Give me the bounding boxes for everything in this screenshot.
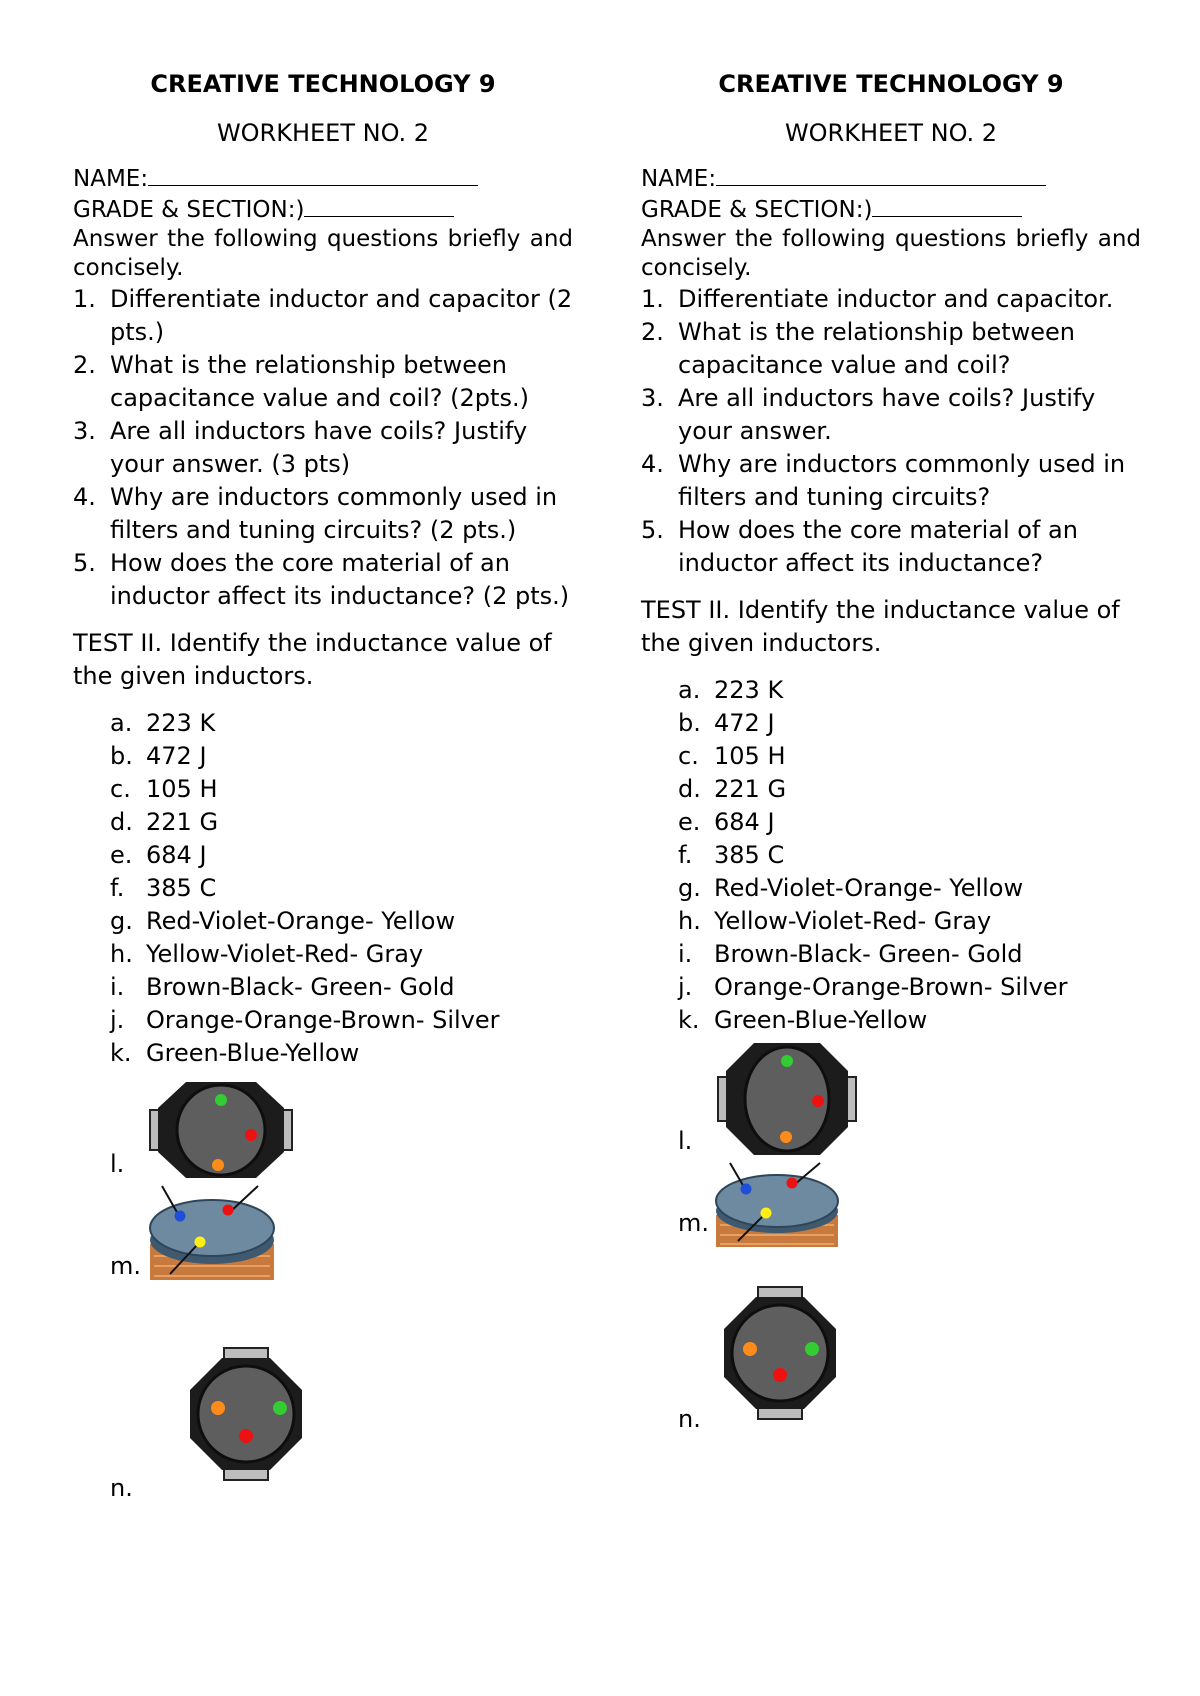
image-item-n [73,1280,573,1510]
question-item [73,481,573,547]
inductor-item [678,674,1141,707]
question-number: 5. [641,516,664,544]
inductor-item [678,905,1141,938]
question-text: What is the relationship between capacitance value and coil? (2pts.) [110,351,529,412]
question-number: 3. [641,384,664,412]
item-label: b. [678,709,701,737]
item-text: 472 J [146,742,207,770]
inductor-item [110,839,573,872]
red-dot [773,1368,787,1382]
test2-heading: TEST II. Identify the inductance value of the given inductors. [641,596,1120,657]
item-text: Yellow-Violet-Red- Gray [146,940,424,968]
item-text: Orange-Orange-Brown- Silver [146,1006,500,1034]
worksheet-number: WORKHEET NO. 2 [216,119,430,147]
image-item-l [73,1070,573,1180]
toroid-coil-inductor-icon [714,1161,842,1247]
green-dot [781,1055,793,1067]
inductor-item [110,971,573,1004]
name-field[interactable] [641,163,1141,194]
question-number: 2. [641,318,664,346]
item-label: c. [678,742,699,770]
question-text: What is the relationship between capacitance value and coil? [678,318,1075,379]
question-item [641,448,1141,514]
item-text: 385 C [714,841,785,869]
item-text: Red-Violet-Orange- Yellow [714,874,1024,902]
worksheet-right [641,70,1141,1439]
red-dot [787,1178,798,1189]
item-label: m. [678,1209,710,1237]
question-text: Why are inductors commonly used in filters and tuning circuits? (2 pts.) [110,483,558,544]
inductor-item [110,905,573,938]
question-text: How does the core material of an inductor affect its inductance? (2 pts.) [110,549,570,610]
blue-dot [741,1184,752,1195]
orange-dot [780,1131,792,1143]
item-text: 684 J [146,841,207,869]
item-label: j. [110,1006,125,1034]
item-text: 223 K [714,676,784,704]
grade-section-blank[interactable] [304,194,454,217]
orange-dot [212,1159,224,1171]
item-label: m. [110,1252,142,1280]
name-field[interactable] [73,163,573,194]
instruction-text: Answer the following questions briefly and concisely. [73,226,573,281]
item-text: 472 J [714,709,775,737]
image-item-l [641,1037,1141,1161]
item-text: Yellow-Violet-Red- Gray [714,907,992,935]
inductor-item-list [678,674,1141,1037]
green-dot [273,1401,287,1415]
item-label: b. [110,742,133,770]
item-text: 223 K [146,709,216,737]
item-text: 105 H [146,775,218,803]
item-label: a. [678,676,701,704]
inductor-item [678,1004,1141,1037]
inductor-item [678,806,1141,839]
orange-dot [743,1342,757,1356]
item-text: 684 J [714,808,775,836]
inductor-item [678,773,1141,806]
item-text: 221 G [146,808,219,836]
image-item-m [73,1180,573,1280]
student-fields [73,163,573,283]
inductor-item [678,938,1141,971]
inductor-item [678,740,1141,773]
grade-section-field[interactable] [73,194,573,225]
octagon-smd-inductor-icon [720,1285,840,1421]
item-label: d. [110,808,133,836]
orange-dot [211,1401,225,1415]
name-blank[interactable] [716,163,1046,186]
question-number: 1. [73,285,96,313]
inductor-item [110,806,573,839]
item-label: n. [110,1474,133,1502]
item-text: Brown-Black- Green- Gold [146,973,455,1001]
question-item [73,547,573,613]
worksheet-left [73,70,573,1510]
item-text: 221 G [714,775,787,803]
item-label: g. [678,874,701,902]
item-text: Brown-Black- Green- Gold [714,940,1023,968]
inductor-item [678,971,1141,1004]
yellow-dot [195,1237,206,1248]
question-number: 1. [641,285,664,313]
question-item [73,283,573,349]
question-number: 2. [73,351,96,379]
name-blank[interactable] [148,163,478,186]
item-text: Orange-Orange-Brown- Silver [714,973,1068,1001]
smd-power-inductor-icon [712,1041,862,1157]
inductor-item [110,872,573,905]
item-label: h. [678,907,701,935]
question-list [641,283,1141,580]
item-label: l. [110,1150,125,1178]
question-text: Why are inductors commonly used in filters and tuning circuits? [678,450,1126,511]
blue-dot [175,1211,186,1222]
item-label: k. [678,1006,700,1034]
item-text: Green-Blue-Yellow [146,1039,360,1067]
question-text: Are all inductors have coils? Justify your answer. (3 pts) [110,417,528,478]
question-number: 4. [73,483,96,511]
item-label: g. [110,907,133,935]
question-number: 5. [73,549,96,577]
red-dot [812,1095,824,1107]
inductor-item [110,740,573,773]
test2-heading: TEST II. Identify the inductance value of the given inductors. [73,629,552,690]
inductor-item [110,707,573,740]
question-text: Differentiate inductor and capacitor. [678,285,1114,313]
inductor-item [678,839,1141,872]
question-text: Are all inductors have coils? Justify your answer. [678,384,1096,445]
item-label: k. [110,1039,132,1067]
item-text: 385 C [146,874,217,902]
item-label: l. [678,1127,693,1155]
item-label: f. [110,874,125,902]
inductor-item [110,938,573,971]
green-dot [215,1094,227,1106]
name-label: NAME: [641,166,717,192]
question-item [73,415,573,481]
question-text: How does the core material of an inductor affect its inductance? [678,516,1078,577]
image-item-m [641,1161,1141,1249]
smd-power-inductor-icon [146,1080,296,1180]
worksheet-number: WORKHEET NO. 2 [784,119,998,147]
image-item-n [641,1249,1141,1439]
inductor-item [110,1004,573,1037]
inductor-item [110,773,573,806]
question-number: 3. [73,417,96,445]
inductor-item [678,872,1141,905]
question-item [641,382,1141,448]
octagon-smd-inductor-icon [186,1346,306,1482]
worksheet-title: CREATIVE TECHNOLOGY 9 [150,70,496,98]
grade-section-field[interactable] [641,194,1141,225]
item-label: f. [678,841,693,869]
item-text: Red-Violet-Orange- Yellow [146,907,456,935]
red-dot [239,1429,253,1443]
inductor-item [110,1037,573,1070]
instruction-text: Answer the following questions briefly and concisely. [641,226,1141,281]
item-label: j. [678,973,693,1001]
item-label: i. [678,940,693,968]
item-label: e. [110,841,133,869]
item-label: c. [110,775,131,803]
question-item [641,316,1141,382]
grade-section-label: GRADE & SECTION:) [641,197,873,223]
question-item [641,514,1141,580]
green-dot [805,1342,819,1356]
item-text: Green-Blue-Yellow [714,1006,928,1034]
red-dot [245,1129,257,1141]
student-fields [641,163,1141,283]
question-number: 4. [641,450,664,478]
item-label: h. [110,940,133,968]
red-dot [223,1205,234,1216]
grade-section-blank[interactable] [872,194,1022,217]
question-item [73,349,573,415]
inductor-item-list [110,707,573,1070]
question-list [73,283,573,613]
item-label: a. [110,709,133,737]
yellow-dot [761,1208,772,1219]
item-label: i. [110,973,125,1001]
item-label: d. [678,775,701,803]
worksheet-title: CREATIVE TECHNOLOGY 9 [718,70,1064,98]
item-label: e. [678,808,701,836]
toroid-coil-inductor-icon [148,1184,278,1280]
item-text: 105 H [714,742,786,770]
name-label: NAME: [73,166,149,192]
question-item [641,283,1141,316]
grade-section-label: GRADE & SECTION:) [73,197,305,223]
item-label: n. [678,1405,701,1433]
question-text: Differentiate inductor and capacitor (2 pts.) [110,285,573,346]
inductor-item [678,707,1141,740]
